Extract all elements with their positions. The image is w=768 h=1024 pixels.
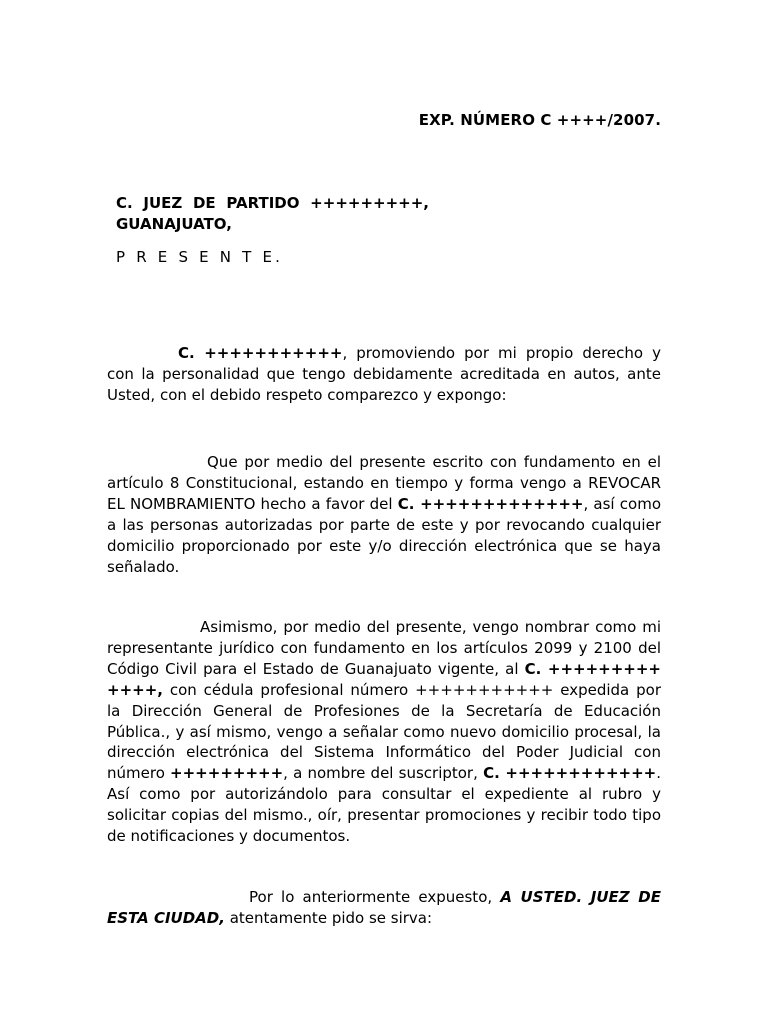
addressee-line-1: C. JUEZ DE PARTIDO +++++++++,	[116, 194, 429, 212]
judge-reference: A USTED. JUEZ DE ESTA CIUDAD,	[107, 888, 661, 927]
paragraph-introduction	[107, 343, 661, 406]
paragraph-text: con cédula profesional número +++++++++++ expedida por la Dirección General de Profesiones de la Secretaría de Educación Pública., y así mismo, vengo a señalar como nuevo domicilio procesal, la dirección electrónica del Sistema Informático del Poder Judicial con número	[107, 680, 661, 783]
paragraph-petition	[107, 887, 661, 929]
case-number: EXP. NÚMERO C ++++/2007.	[418, 111, 661, 129]
paragraph-text: . Así como por autorizándolo para consultar el expediente al rubro y solicitar copias del mismo., oír, presentar promociones y recibir todo tipo de notificaciones y documentos.	[107, 764, 662, 846]
paragraph-text: Asimismo, por medio del presente, vengo nombrar como mi representante jurídico con fundamento en los artículos 2099 y 2100 del Código Civil para el Estado de Guanajuato vigente, al	[107, 618, 661, 678]
paragraph-text: Que por medio del presente escrito con fundamento en el artículo 8 Constitucional, estando en tiempo y forma vengo a REVOCAR EL NOMBRAMIENTO hecho a favor del	[107, 453, 661, 513]
presente-heading: P R E S E N T E.	[116, 248, 284, 266]
revoked-name: C. +++++++++++++	[397, 494, 584, 513]
electronic-number: +++++++++	[170, 764, 284, 783]
paragraph-text: , promoviendo por mi propio derecho y con la personalidad que tengo debidamente acreditada en autos, ante Usted, con el debido respeto comparezco y expongo:	[107, 344, 661, 404]
paragraph-revocation	[107, 452, 661, 577]
addressee-line-2: GUANAJUATO,	[116, 215, 232, 233]
paragraph-text: Por lo anteriormente expuesto,	[249, 888, 501, 906]
paragraph-appointment	[107, 617, 661, 847]
paragraph-text: atentamente pido se sirva:	[224, 908, 433, 927]
subscriber-name: C. ++++++++++++	[483, 764, 657, 783]
representative-name: C. +++++++++ ++++,	[107, 659, 661, 699]
promovente-name: C. +++++++++++	[178, 344, 343, 362]
paragraph-text: , así como a las personas autorizadas por parte de este y por revocando cualquier domicilio proporcionado por este y/o dirección electrónica que se haya señalado.	[107, 494, 661, 576]
paragraph-text: , a nombre del suscriptor,	[283, 764, 484, 783]
